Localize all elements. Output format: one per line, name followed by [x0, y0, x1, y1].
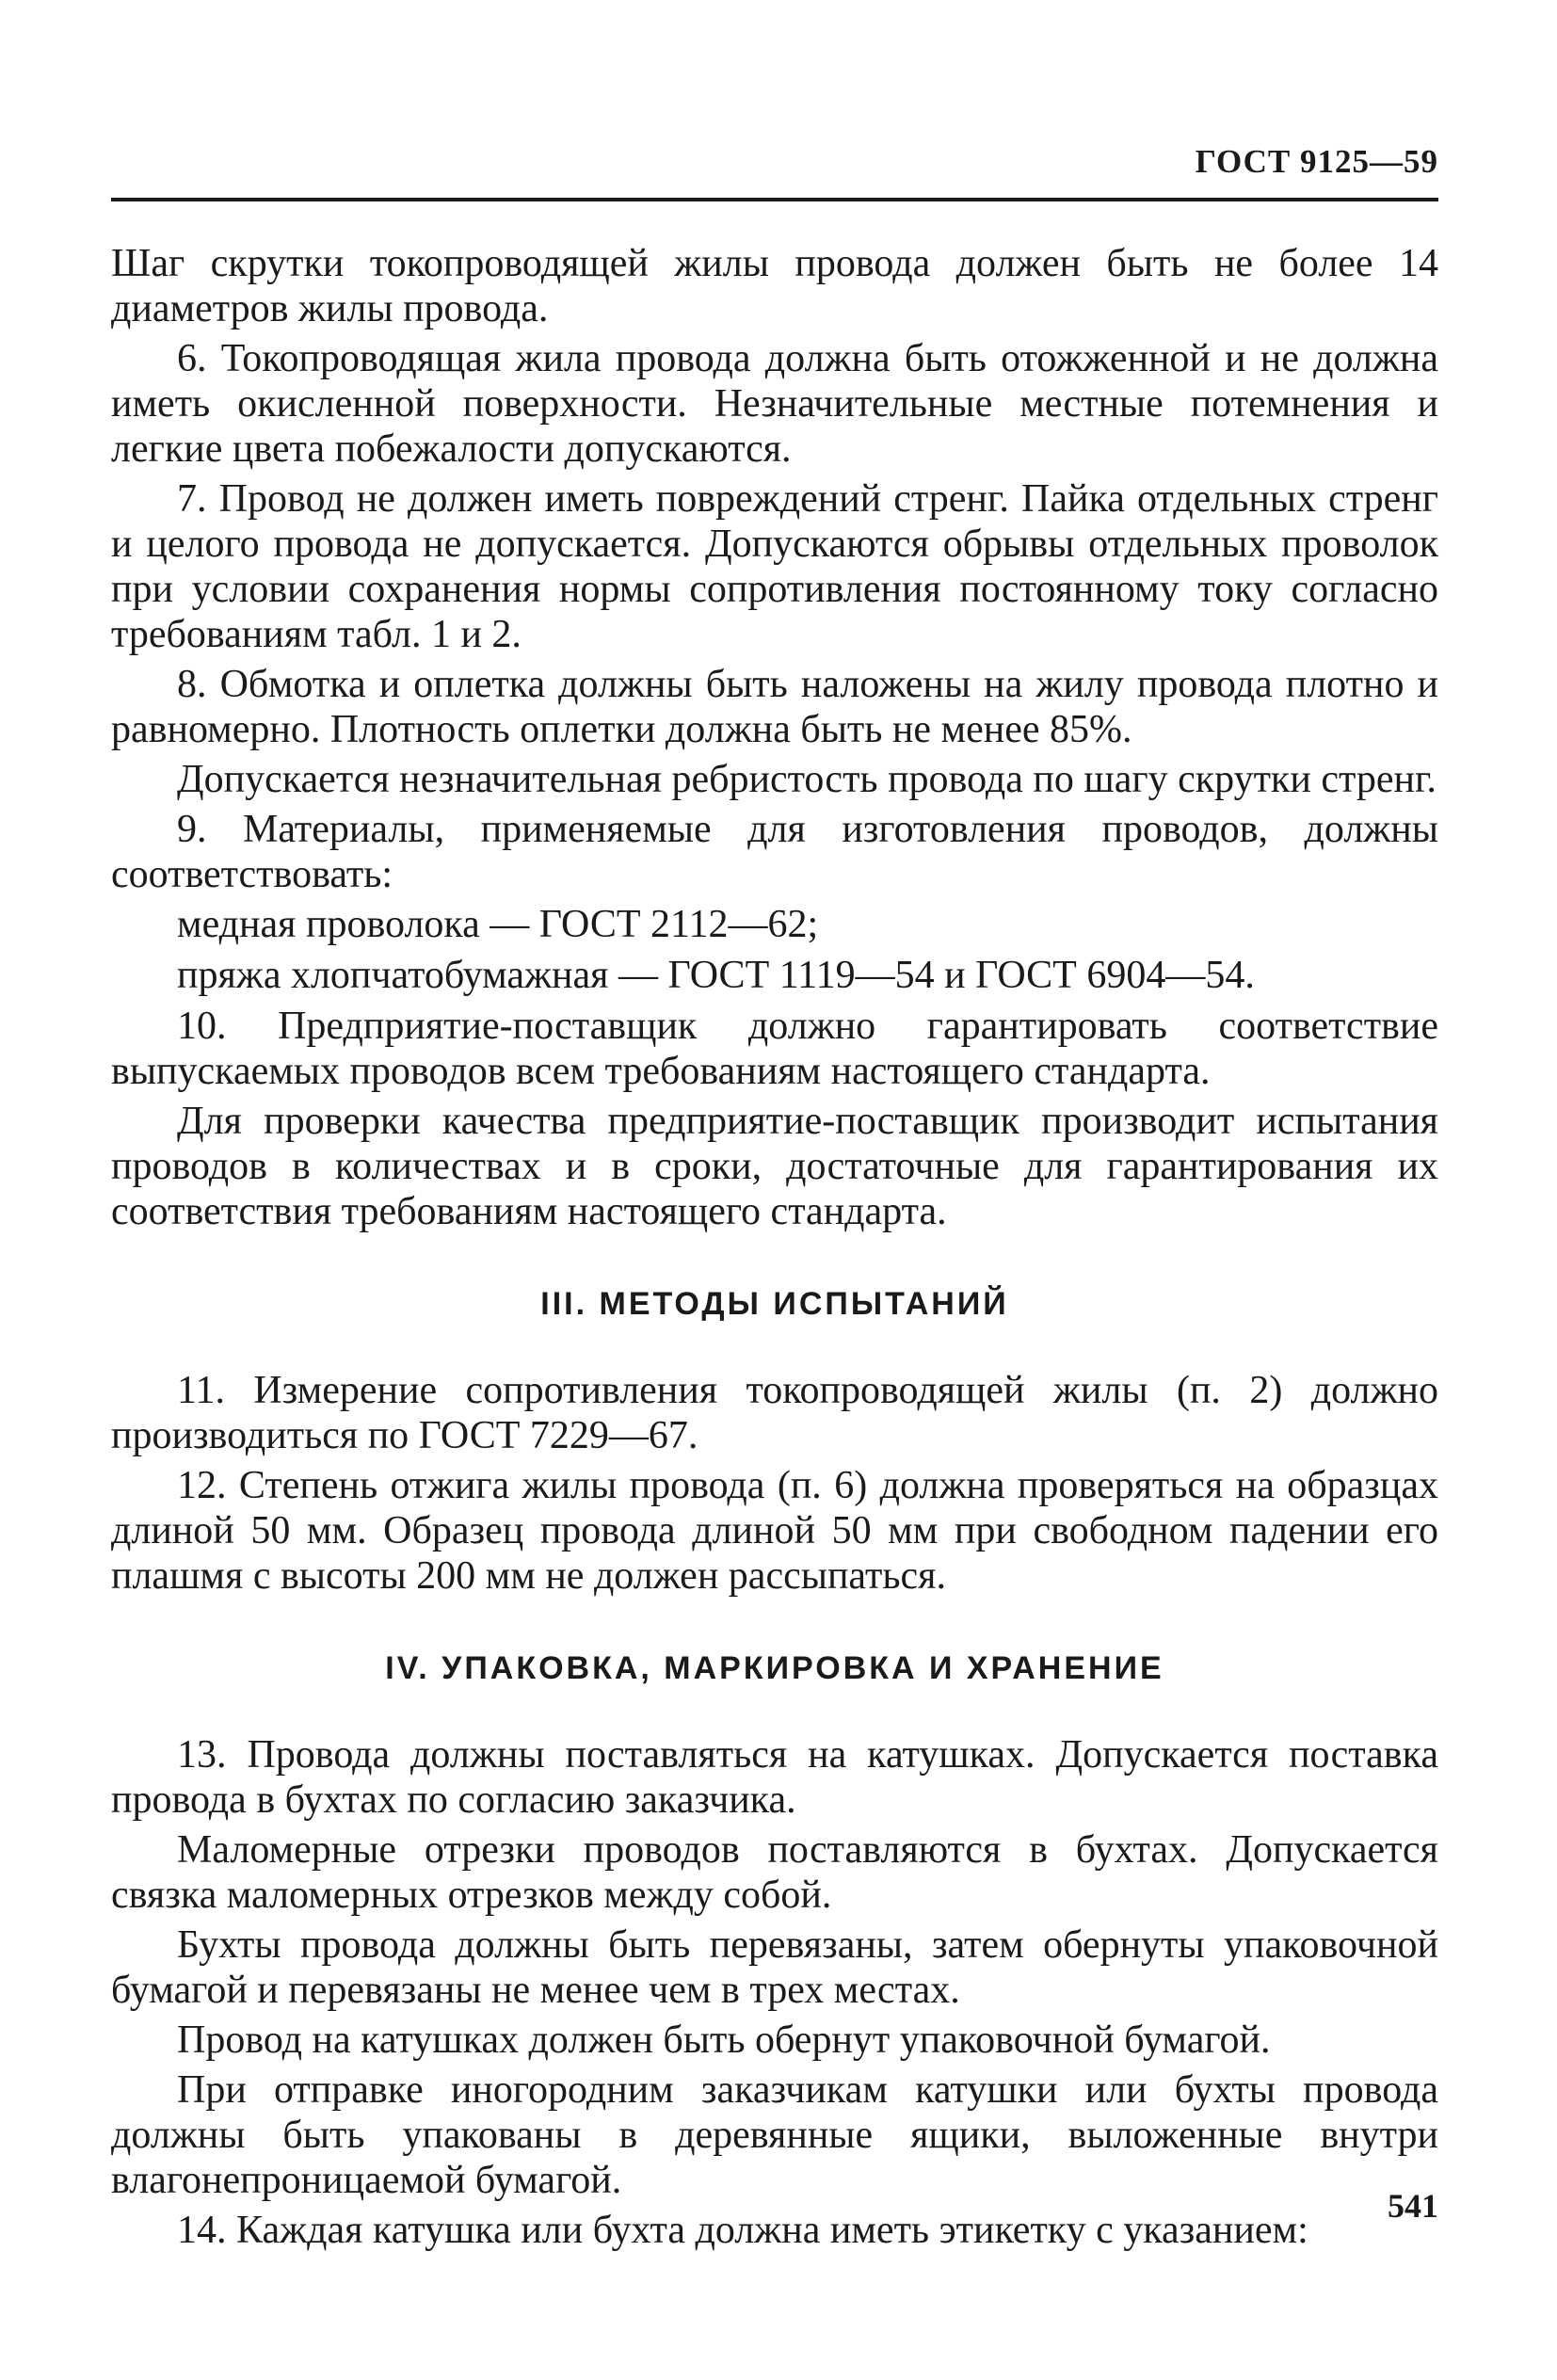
paragraph-10: 10. Предприятие-поставщик должно гарантировать соответствие выпускаемых проводов всем требованиям настоящего стандарта. [111, 1005, 1438, 1093]
paragraph-11: 11. Измерение сопротивления токопроводящей жилы (п. 2) должно производиться по ГОСТ 7229—67. [111, 1369, 1438, 1457]
paragraph-9: 9. Материалы, применяемые для изготовления проводов, должны соответствовать: [111, 808, 1438, 896]
document-body [111, 241, 1438, 2258]
paragraph-6: 6. Токопроводящая жила провода должна быть отожженной и не должна иметь окисленной поверхности. Незначительные местные потемнения и легкие цвета побежалости допускаются. [111, 337, 1438, 471]
paragraph: Бухты провода должны быть перевязаны, затем обернуты упаковочной бумагой и перевязаны не менее чем в трех местах. [111, 1923, 1438, 2012]
header-rule [111, 198, 1438, 201]
material-item: пряжа хлопчатобумажная — ГОСТ 1119—54 и ГОСТ 6904—54. [177, 954, 1255, 997]
paragraph-8: 8. Обмотка и оплетка должны быть наложены на жилу провода плотно и равномерно. Плотность оплетки должна быть не менее 85%. [111, 663, 1438, 751]
paragraph: Для проверки качества предприятие-поставщик производит испытания проводов в количествах и в сроки, достаточные для гарантирования их соответствия требованиям настоящего стандарта. [111, 1100, 1438, 1233]
page-number: 541 [1388, 2187, 1438, 2225]
paragraph-7: 7. Провод не должен иметь повреждений стренг. Пайка отдельных стренг и целого провода не допускается. Допускаются обрывы отдельных проволок при условии сохранения нормы сопротивления постоянному току согласно требованиям табл. 1 и 2. [111, 477, 1438, 656]
paragraph: При отправке иногородним заказчикам катушки или бухты провода должны быть упакованы в деревянные ящики, выложенные внутри влагонепроницаемой бумагой. [111, 2068, 1438, 2202]
document-page [111, 0, 1438, 2380]
section-title-test-methods: III. МЕТОДЫ ИСПЫТАНИЙ [540, 1286, 1009, 1322]
paragraph: Маломерные отрезки проводов поставляются в бухтах. Допускается связка маломерных отрезков между собой. [111, 1828, 1438, 1917]
paragraph-13: 13. Провода должны поставляться на катушках. Допускается поставка провода в бухтах по согласию заказчика. [111, 1733, 1438, 1822]
material-item: медная проволока — ГОСТ 2112—62; [177, 903, 819, 946]
paragraph-12: 12. Степень отжига жилы провода (п. 6) должна проверяться на образцах длиной 50 мм. Образец провода длиной 50 мм при свободном падении его плашмя с высоты 200 мм не должен рассыпаться. [111, 1464, 1438, 1598]
paragraph: Провод на катушках должен быть обернут упаковочной бумагой. [177, 2018, 1271, 2062]
page-header-standard: ГОСТ 9125—59 [1195, 143, 1438, 180]
paragraph-14: 14. Каждая катушка или бухта должна иметь этикетку с указанием: [177, 2209, 1308, 2252]
paragraph: Шаг скрутки токопроводящей жилы провода должен быть не более 14 диаметров жилы провода. [111, 242, 1438, 330]
section-title-packaging: IV. УПАКОВКА, МАРКИРОВКА И ХРАНЕНИЕ [385, 1650, 1164, 1686]
paragraph: Допускается незначительная ребристость провода по шагу скрутки стренг. [177, 758, 1437, 801]
